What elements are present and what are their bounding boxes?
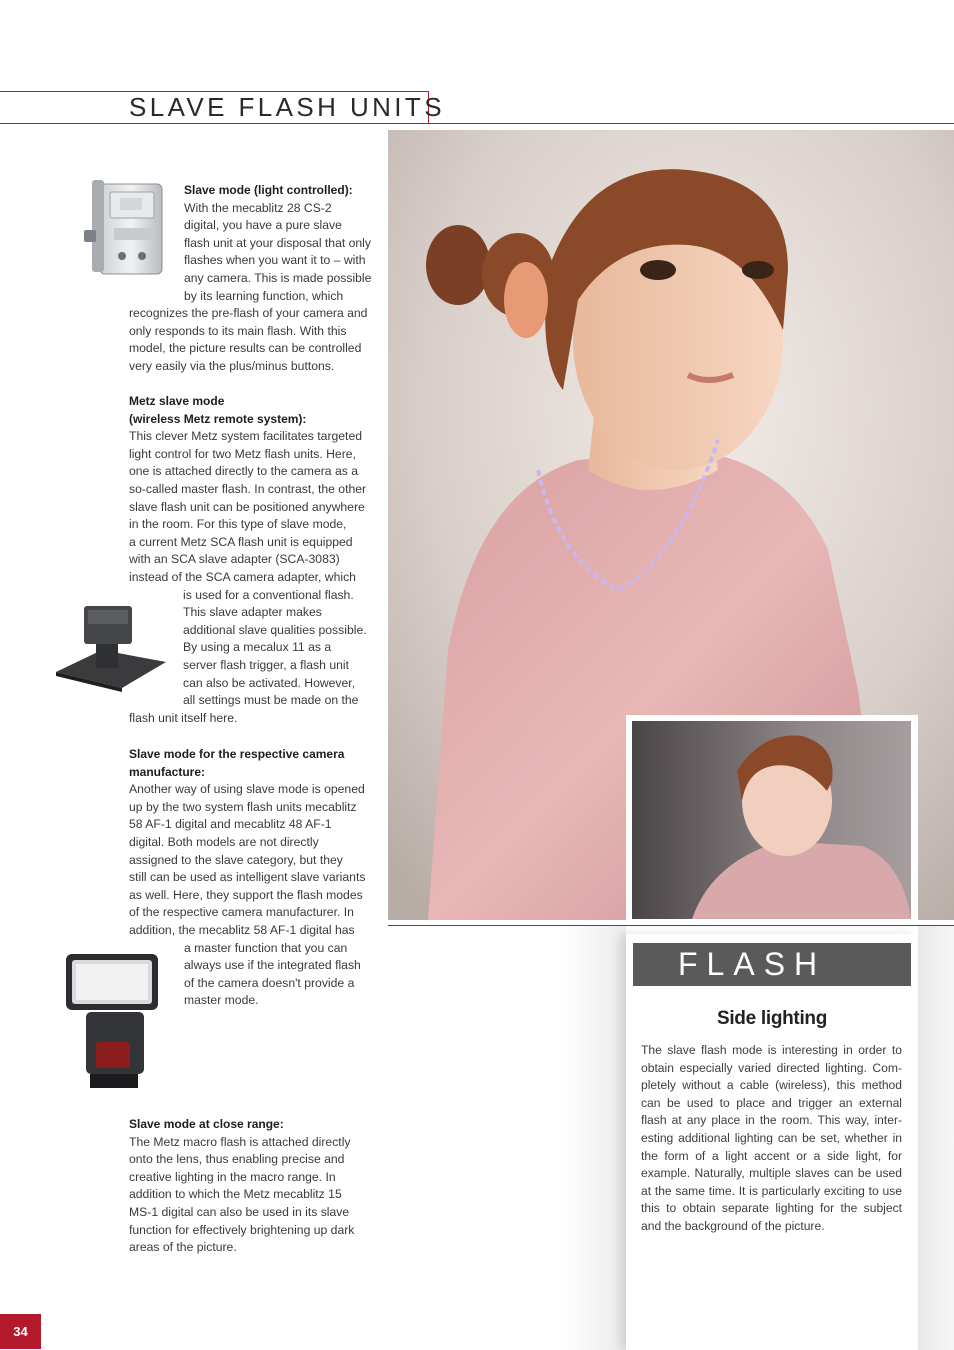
text-line: is used for a conventional flash. xyxy=(183,587,354,602)
text-line: any camera. This is made possible xyxy=(184,270,372,285)
flash-tip-subtitle: Side lighting xyxy=(716,1008,828,1029)
section-heading: Slave mode (light controlled): xyxy=(184,183,353,197)
text-line: up by the two system flash units mecablitz xyxy=(129,799,357,814)
text-line: instead of the SCA camera adapter, which xyxy=(129,569,356,584)
text-line: light control for two Metz flash units. Here, xyxy=(129,446,356,461)
text-line: a current Metz SCA flash unit is equipped xyxy=(129,534,353,549)
text-line: can also be activated. However, xyxy=(183,675,356,690)
shadow xyxy=(918,926,954,1350)
text-line: recognizes the pre-flash of your camera and xyxy=(129,306,368,321)
text-line: onto the lens, thus enabling precise and xyxy=(129,1152,345,1167)
header-rule xyxy=(0,123,429,124)
text-line: With the mecablitz 28 CS-2 xyxy=(184,200,332,215)
text-line: so-called master flash. In contrast, the other xyxy=(129,481,367,496)
section-subheading: (wireless Metz remote system): xyxy=(129,411,307,426)
text-line: 58 AF-1 digital and mecablitz 48 AF-1 xyxy=(129,817,332,832)
page-number: 34 xyxy=(0,1314,41,1349)
section-close-range xyxy=(129,1116,379,1257)
text-line: areas of the picture. xyxy=(129,1240,237,1255)
text-line: additional slave qualities possible. xyxy=(183,622,367,637)
text-line: This slave adapter makes xyxy=(183,605,322,620)
section-subheading: manufacture: xyxy=(129,764,206,779)
shadow xyxy=(560,926,626,1350)
text-line: flashes when you want it to – with xyxy=(184,253,366,268)
text-line: The Metz macro flash is attached directly xyxy=(129,1134,351,1149)
text-line: assigned to the slave category, but they xyxy=(129,852,343,867)
text-line: addition to which the Metz mecablitz 15 xyxy=(129,1187,342,1202)
text-line: all settings must be made on the xyxy=(183,693,359,708)
text-line: creative lighting in the macro range. In xyxy=(129,1169,336,1184)
flash-tip-title: FLASH TIP xyxy=(678,946,827,1025)
text-line: as well. Here, they support the flash modes xyxy=(129,887,363,902)
text-line: slave flash unit can be positioned anywhere xyxy=(129,499,365,514)
text-line: master mode. xyxy=(184,993,259,1008)
section-metz-slave-mode xyxy=(129,393,379,727)
section-heading: Slave mode at close range: xyxy=(129,1117,284,1131)
text-line: in the room. For this type of slave mode, xyxy=(129,517,347,532)
text-line: always use if the integrated flash xyxy=(184,958,361,973)
text-line: server flash trigger, a flash unit xyxy=(183,657,349,672)
text-line: one is attached directly to the camera as a xyxy=(129,464,358,479)
text-line: digital. Both models are not directly xyxy=(129,834,319,849)
text-line: By using a mecalux 11 as a xyxy=(183,640,332,655)
text-line: flash unit at your disposal that only xyxy=(184,235,371,250)
text-line: addition, the mecablitz 58 AF-1 digital has xyxy=(129,922,355,937)
section-light-controlled xyxy=(129,182,379,376)
section-heading: Metz slave mode xyxy=(129,394,225,408)
text-line: MS-1 digital can also be used in its slave xyxy=(129,1204,350,1219)
text-line: function for effectively brightening up dark xyxy=(129,1222,355,1237)
text-line: flash unit itself here. xyxy=(129,710,238,725)
text-line: model, the picture results can be controlled xyxy=(129,341,362,356)
text-line: still can be used as intelligent slave variants xyxy=(129,870,366,885)
text-line: This clever Metz system facilitates targeted xyxy=(129,429,362,444)
text-line: digital, you have a pure slave xyxy=(184,218,342,233)
text-line: by its learning function, which xyxy=(184,288,344,303)
page-title: SLAVE FLASH UNITS xyxy=(129,92,445,122)
text-line: of the respective camera manufacturer. In xyxy=(129,905,354,920)
divider-line xyxy=(388,925,954,926)
section-heading: Slave mode for the respective camera xyxy=(129,747,345,761)
text-line: a master function that you can xyxy=(184,940,348,955)
text-line: very easily via the plus/minus buttons. xyxy=(129,358,335,373)
header-rule-right xyxy=(429,123,954,124)
inset-photo xyxy=(632,721,911,919)
section-camera-manufacturer xyxy=(129,746,379,1010)
text-line: of the camera doesn't provide a xyxy=(184,975,355,990)
text-line: only responds to its main flash. With this xyxy=(129,323,347,338)
text-line: Another way of using slave mode is opened xyxy=(129,782,365,797)
text-line: with an SCA slave adapter (SCA-3083) xyxy=(129,552,340,567)
flash-tip-body: The slave flash mode is interesting in order to obtain especially varied directed lighting. Com- pletely without a cable (wireless), this method can be used to place and trigger an external flash at any place in the room. This way, inter- esting additional lighting can be set, whether in the form of a light accent or a side light, for example. Naturally, multiple slaves can be used at the same time. It is particularly exciting to use this to obtain separate lighting for the subject and the background of the picture. xyxy=(641,1043,902,1233)
